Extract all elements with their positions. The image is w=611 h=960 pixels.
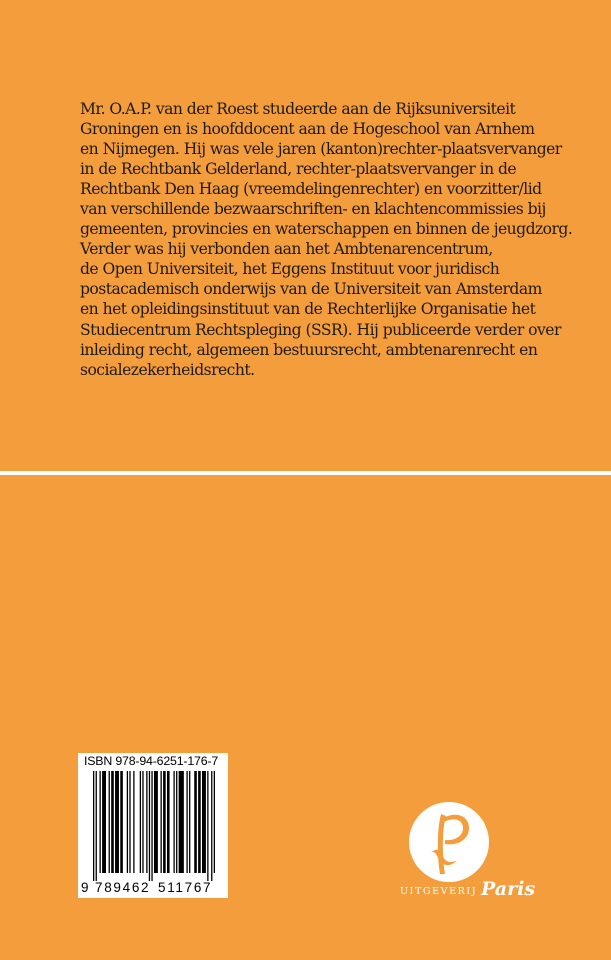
publisher-monogram-icon bbox=[407, 800, 491, 884]
bio-line: gemeenten, provincies en waterschappen en binnen de jeugdzorg. bbox=[80, 220, 573, 239]
ean-left-group: 789462 bbox=[95, 880, 151, 895]
publisher-name: Paris bbox=[481, 878, 536, 900]
bio-line: Studiecentrum Rechtspleging (SSR). Hij publiceerde verder over bbox=[80, 320, 561, 339]
bio-line: socialezekerheidsrecht. bbox=[80, 360, 255, 379]
bio-line: postacademisch onderwijs van de Universiteit van Amsterdam bbox=[80, 280, 542, 299]
bio-line: van verschillende bezwaarschriften- en klachtencommissies bij bbox=[80, 200, 546, 219]
publisher-logo bbox=[400, 800, 560, 920]
horizontal-divider bbox=[0, 471, 611, 475]
publisher-word: UITGEVERIJ bbox=[400, 886, 478, 897]
bio-line: Verder was hij verbonden aan het Ambtenarencentrum, bbox=[80, 240, 493, 259]
ean-first-digit: 9 bbox=[81, 880, 89, 895]
bio-line: de Open Universiteit, het Eggens Instituut voor juridisch bbox=[80, 260, 500, 279]
bio-line: Groningen en is hoofddocent aan de Hogeschool van Arnhem bbox=[80, 120, 535, 139]
bio-line: Rechtbank Den Haag (vreemdelingenrechter) en voorzitter/lid bbox=[80, 180, 542, 199]
bio-line: en het opleidingsinstituut van de Rechterlijke Organisatie het bbox=[80, 300, 536, 319]
bio-line: Mr. O.A.P. van der Roest studeerde aan de Rijksuniversiteit bbox=[80, 100, 516, 118]
bio-line: inleiding recht, algemeen bestuursrecht, ambtenarenrecht en bbox=[80, 340, 538, 359]
ean-right-group: 511767 bbox=[158, 880, 213, 895]
bio-line: en Nijmegen. Hij was vele jaren (kanton)rechter-plaatsvervanger bbox=[80, 140, 562, 159]
isbn-barcode bbox=[78, 753, 228, 898]
barcode-icon bbox=[92, 771, 216, 881]
author-biography bbox=[80, 99, 573, 380]
isbn-label: ISBN 978-94-6251-176-7 bbox=[84, 754, 219, 768]
bio-line: in de Rechtbank Gelderland, rechter-plaatsvervanger in de bbox=[80, 160, 517, 179]
